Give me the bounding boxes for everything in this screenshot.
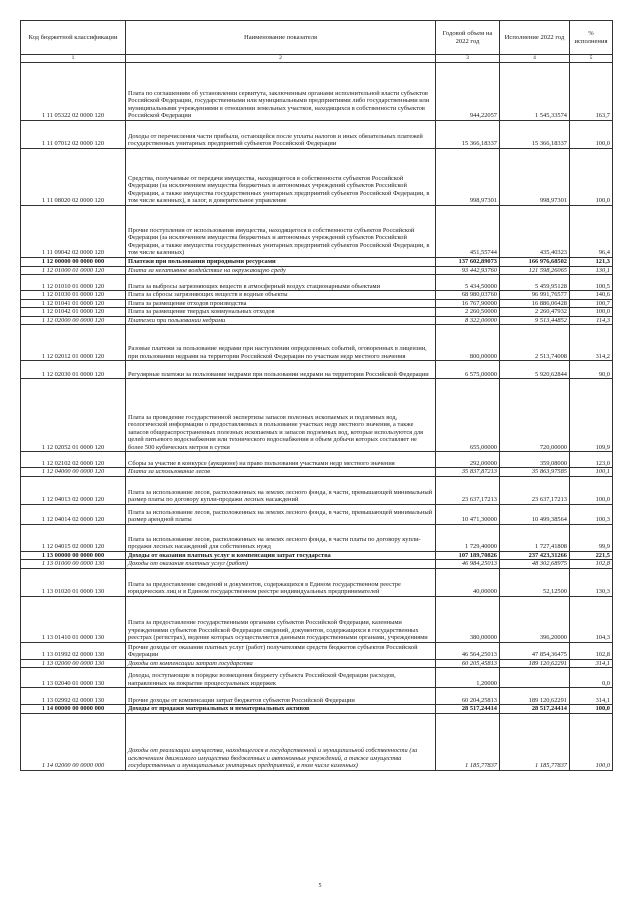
row-pct: 140,6 (570, 291, 613, 300)
row-pct: 221,5 (570, 551, 613, 560)
row-plan: 40,00000 (436, 568, 500, 596)
table-row (21, 551, 613, 560)
row-plan: 944,22057 (436, 63, 500, 121)
row-exec: 1 185,77837 (500, 714, 570, 771)
row-code: 1 12 02000 00 0000 120 (21, 316, 126, 325)
row-exec: 359,08000 (500, 452, 570, 468)
row-exec: 237 423,31266 (500, 551, 570, 560)
row-plan: 35 837,87213 (436, 468, 500, 477)
row-pct: 100,5 (570, 275, 613, 291)
row-plan: 1 185,77837 (436, 714, 500, 771)
row-exec: 35 863,97585 (500, 468, 570, 477)
row-code: 1 12 04000 00 0000 120 (21, 468, 126, 477)
table-row (21, 504, 613, 524)
row-plan: 46 564,25013 (436, 642, 500, 659)
row-plan: 1 729,40000 (436, 524, 500, 551)
row-name: Платежи при пользовании недрами (126, 316, 436, 325)
row-code: 1 11 05322 02 0000 120 (21, 63, 126, 121)
row-exec: 47 854,36475 (500, 642, 570, 659)
row-code: 1 13 02992 02 0000 130 (21, 688, 126, 705)
row-exec: 10 499,38564 (500, 504, 570, 524)
row-pct: 102,8 (570, 642, 613, 659)
row-pct: 163,7 (570, 63, 613, 121)
table-row (21, 379, 613, 452)
row-code: 1 13 01000 00 0000 130 (21, 560, 126, 569)
row-code: 1 12 02012 01 0000 120 (21, 325, 126, 361)
row-exec: 5 920,62844 (500, 361, 570, 379)
row-exec: 1 545,33574 (500, 63, 570, 121)
row-name: Плата за сбросы загрязняющих веществ в водные объекты (126, 291, 436, 300)
row-name: Сборы за участие в конкурсе (аукционе) на право пользования участками недр местного значения (126, 452, 436, 468)
row-code: 1 12 02102 02 0000 120 (21, 452, 126, 468)
row-pct: 99,9 (570, 524, 613, 551)
row-pct: 100,3 (570, 504, 613, 524)
row-pct: 109,9 (570, 379, 613, 452)
row-name: Плата за использование лесов, расположенных на землях лесного фонда, в части, превышающей минимальный размер платы по договору купли-продажи лесных насаждений (126, 476, 436, 504)
row-code: 1 13 01410 01 0000 130 (21, 596, 126, 642)
table-row (21, 299, 613, 308)
row-plan: 137 602,89073 (436, 258, 500, 267)
row-exec: 121 598,26065 (500, 266, 570, 275)
row-exec: 28 517,24414 (500, 705, 570, 714)
row-plan: 292,00000 (436, 452, 500, 468)
row-pct: 0,0 (570, 668, 613, 688)
row-name: Плата за размещение твердых коммунальных отходов (126, 308, 436, 317)
table-row (21, 206, 613, 258)
table-row (21, 476, 613, 504)
table-row (21, 361, 613, 379)
row-plan: 998,97301 (436, 149, 500, 206)
row-code: 1 14 00000 00 0000 000 (21, 705, 126, 714)
page-number: 5 (318, 883, 322, 889)
header-name: Наименование показателя (126, 21, 436, 55)
row-exec: 396,20000 (500, 596, 570, 642)
row-pct: 100,1 (570, 468, 613, 477)
header-pct: % исполнения (570, 21, 613, 55)
table-row (21, 560, 613, 569)
row-plan: 68 980,03760 (436, 291, 500, 300)
budget-report-page (20, 20, 612, 771)
row-pct: 100,0 (570, 476, 613, 504)
row-exec: 435,40323 (500, 206, 570, 258)
row-name: Плата за использование лесов, расположенных на землях лесного фонда, в части платы по договору купли-продажи лесных насаждений для собственных нужд (126, 524, 436, 551)
row-name: Прочие доходы от оказания платных услуг (работ) получателями средств бюджетов субъектов Российской Федерации (126, 642, 436, 659)
row-name: Плата за проведение государственной экспертизы запасов полезных ископаемых и подземных вод, геологической информации о предоставляемых в пользование участках недр местного значения, а также запасов общераспространенных полезных ископаемых и запасов подземных вод, которые используются для целей питьевого водоснабжения или технического водоснабжения и объем добычи которых составляет не более 500 кубических метров в сутки (126, 379, 436, 452)
row-code: 1 13 01992 02 0000 130 (21, 642, 126, 659)
row-plan: 800,00000 (436, 325, 500, 361)
column-number: 5 (570, 55, 613, 63)
table-row (21, 63, 613, 121)
row-code: 1 12 01042 01 0000 120 (21, 308, 126, 317)
row-code: 1 14 02000 00 0000 000 (21, 714, 126, 771)
row-pct: 130,1 (570, 266, 613, 275)
table-row (21, 149, 613, 206)
row-code: 1 12 02052 01 0000 120 (21, 379, 126, 452)
table-row (21, 468, 613, 477)
row-exec: 96 991,76577 (500, 291, 570, 300)
table-row (21, 668, 613, 688)
row-exec: 23 637,17213 (500, 476, 570, 504)
table-row (21, 275, 613, 291)
row-pct: 100,0 (570, 705, 613, 714)
row-code: 1 11 09042 02 0000 120 (21, 206, 126, 258)
header-exec: Исполнение 2022 год (500, 21, 570, 55)
row-plan: 8 322,00000 (436, 316, 500, 325)
row-plan: 60 205,45813 (436, 659, 500, 668)
row-pct: 96,4 (570, 206, 613, 258)
row-pct: 114,3 (570, 316, 613, 325)
table-row (21, 524, 613, 551)
row-exec: 2 260,47932 (500, 308, 570, 317)
row-name: Плата за предоставление сведений и документов, содержащихся в Едином государственном реестре юридических лиц и в Едином государственном реестре индивидуальных предпринимателей (126, 568, 436, 596)
table-row (21, 316, 613, 325)
table-row (21, 714, 613, 771)
row-name: Плата за предоставление государственными органами субъектов Российской Федерации, казенными учреждениями субъектов Российской Федерации сведений, документов, содержащихся в государственных реестрах (регистрах), ведение которых осуществляется данными государственными органами, учреждениями (126, 596, 436, 642)
row-code: 1 11 07012 02 0000 120 (21, 121, 126, 149)
table-body (21, 63, 613, 771)
header-row (21, 21, 613, 55)
table-row (21, 121, 613, 149)
budget-table (20, 20, 613, 771)
row-pct: 314,1 (570, 688, 613, 705)
row-exec: 2 513,74008 (500, 325, 570, 361)
row-pct: 130,3 (570, 568, 613, 596)
row-exec: 52,12500 (500, 568, 570, 596)
table-row (21, 452, 613, 468)
row-name: Плата за размещение отходов производства (126, 299, 436, 308)
row-plan: 23 637,17213 (436, 476, 500, 504)
row-name: Средства, получаемые от передачи имущества, находящегося в собственности субъектов Российской Федерации (за исключением имущества бюджетных и автономных учреждений субъектов Российской Федерации, а также имущества государственных унитарных предприятий субъектов Российской Федерации, в том числе казенных), в залог, в доверительное управление (126, 149, 436, 206)
row-plan: 655,00000 (436, 379, 500, 452)
row-plan: 10 471,30000 (436, 504, 500, 524)
table-row (21, 291, 613, 300)
row-pct: 123,0 (570, 452, 613, 468)
row-name: Доходы от оказания платных услуг (работ) (126, 560, 436, 569)
row-exec: 720,00000 (500, 379, 570, 452)
row-name: Разовые платежи за пользование недрами при наступлении определенных событий, оговоренных в лицензии, при пользовании недрами на территории Российской Федерации по участкам недр местного значения (126, 325, 436, 361)
row-exec: 998,97301 (500, 149, 570, 206)
table-row (21, 266, 613, 275)
row-name: Регулярные платежи за пользование недрами при пользовании недрами на территории Российской Федерации (126, 361, 436, 379)
row-exec (500, 668, 570, 688)
row-name: Платежи при пользовании природными ресурсами (126, 258, 436, 267)
row-plan: 5 434,50000 (436, 275, 500, 291)
row-plan: 16 767,90000 (436, 299, 500, 308)
row-name: Плата за негативное воздействие на окружающую среду (126, 266, 436, 275)
row-plan: 2 260,50000 (436, 308, 500, 317)
row-pct: 100,7 (570, 299, 613, 308)
row-code: 1 13 02000 00 0000 130 (21, 659, 126, 668)
row-name: Плата за использование лесов, расположенных на землях лесного фонда, в части, превышающей минимальный размер арендной платы (126, 504, 436, 524)
row-plan: 15 366,18337 (436, 121, 500, 149)
column-number: 4 (500, 55, 570, 63)
row-plan: 380,00000 (436, 596, 500, 642)
table-row (21, 642, 613, 659)
row-code: 1 12 02030 01 0000 120 (21, 361, 126, 379)
row-exec: 16 886,06428 (500, 299, 570, 308)
row-code: 1 13 01020 01 0000 130 (21, 568, 126, 596)
table-row (21, 688, 613, 705)
row-code: 1 12 01041 01 0000 120 (21, 299, 126, 308)
row-code: 1 12 04014 02 0000 120 (21, 504, 126, 524)
row-code: 1 12 01030 01 0000 120 (21, 291, 126, 300)
row-plan: 60 204,25813 (436, 688, 500, 705)
row-name: Плата по соглашениям об установлении сервитута, заключенным органами исполнительной власти субъектов Российской Федерации, государственными или муниципальными предприятиями либо государственными или муниципальными учреждениями в отношении земельных участков, находящихся в собственности субъектов Российской Федерации (126, 63, 436, 121)
row-code: 1 12 00000 00 0000 000 (21, 258, 126, 267)
row-pct: 314,2 (570, 325, 613, 361)
row-pct: 100,0 (570, 121, 613, 149)
row-name: Доходы от реализации имущества, находящегося в государственной и муниципальной собственности (за исключением движимого имущества бюджетных и автономных учреждений, а также имущества государственных и муниципальных унитарных предприятий, в том числе казенных) (126, 714, 436, 771)
header-plan: Годовой объем на 2022 год (436, 21, 500, 55)
row-exec: 15 366,18337 (500, 121, 570, 149)
row-plan: 1,20000 (436, 668, 500, 688)
table-row (21, 705, 613, 714)
row-pct: 100,0 (570, 714, 613, 771)
row-pct: 90,0 (570, 361, 613, 379)
row-name: Прочие поступления от использования имущества, находящегося в собственности субъектов Российской Федерации (за исключением имущества бюджетных и автономных учреждений субъектов Российской Федерации, а также имущества государственных унитарных предприятий субъектов Российской Федерации, в том числе казенных) (126, 206, 436, 258)
row-name: Доходы, поступающие в порядке возмещения бюджету субъекта Российской Федерации расходов, направленных на покрытие процессуальных издержек (126, 668, 436, 688)
table-row (21, 568, 613, 596)
row-plan: 451,55744 (436, 206, 500, 258)
column-number: 1 (21, 55, 126, 63)
column-number: 2 (126, 55, 436, 63)
row-exec: 1 727,41808 (500, 524, 570, 551)
row-code: 1 12 01000 01 0000 120 (21, 266, 126, 275)
row-pct: 100,0 (570, 308, 613, 317)
row-code: 1 12 04013 02 0000 120 (21, 476, 126, 504)
row-code: 1 13 02040 01 0000 130 (21, 668, 126, 688)
row-code: 1 13 00000 00 0000 000 (21, 551, 126, 560)
row-name: Плата за выбросы загрязняющих веществ в атмосферный воздух стационарными объектами (126, 275, 436, 291)
row-name: Плата за использование лесов (126, 468, 436, 477)
column-number-row (21, 55, 613, 63)
row-code: 1 12 04015 02 0000 120 (21, 524, 126, 551)
row-exec: 166 976,68502 (500, 258, 570, 267)
table-row (21, 659, 613, 668)
row-pct: 104,3 (570, 596, 613, 642)
column-number: 3 (436, 55, 500, 63)
row-plan: 93 442,93760 (436, 266, 500, 275)
row-exec: 5 459,95128 (500, 275, 570, 291)
row-code: 1 11 08020 02 0000 120 (21, 149, 126, 206)
row-exec: 189 120,62291 (500, 659, 570, 668)
row-pct: 102,8 (570, 560, 613, 569)
row-plan: 107 189,70826 (436, 551, 500, 560)
row-pct: 100,0 (570, 149, 613, 206)
row-pct: 314,1 (570, 659, 613, 668)
row-plan: 46 984,25013 (436, 560, 500, 569)
row-name: Доходы от продажи материальных и нематериальных активов (126, 705, 436, 714)
header-code: Код бюджетной классификации (21, 21, 126, 55)
table-row (21, 596, 613, 642)
table-row (21, 325, 613, 361)
row-exec: 189 120,62291 (500, 688, 570, 705)
row-name: Доходы от оказания платных услуг и компенсации затрат государства (126, 551, 436, 560)
row-name: Доходы от перечисления части прибыли, остающейся после уплаты налогов и иных обязательных платежей государственных унитарных предприятий субъектов Российской Федерации (126, 121, 436, 149)
row-plan: 28 517,24414 (436, 705, 500, 714)
row-code: 1 12 01010 01 0000 120 (21, 275, 126, 291)
row-plan: 6 575,00000 (436, 361, 500, 379)
row-exec: 9 513,44852 (500, 316, 570, 325)
row-name: Прочие доходы от компенсации затрат бюджетов субъектов Российской Федерации (126, 688, 436, 705)
row-exec: 48 302,68975 (500, 560, 570, 569)
row-pct: 121,3 (570, 258, 613, 267)
row-name: Доходы от компенсации затрат государства (126, 659, 436, 668)
table-row (21, 258, 613, 267)
table-row (21, 308, 613, 317)
